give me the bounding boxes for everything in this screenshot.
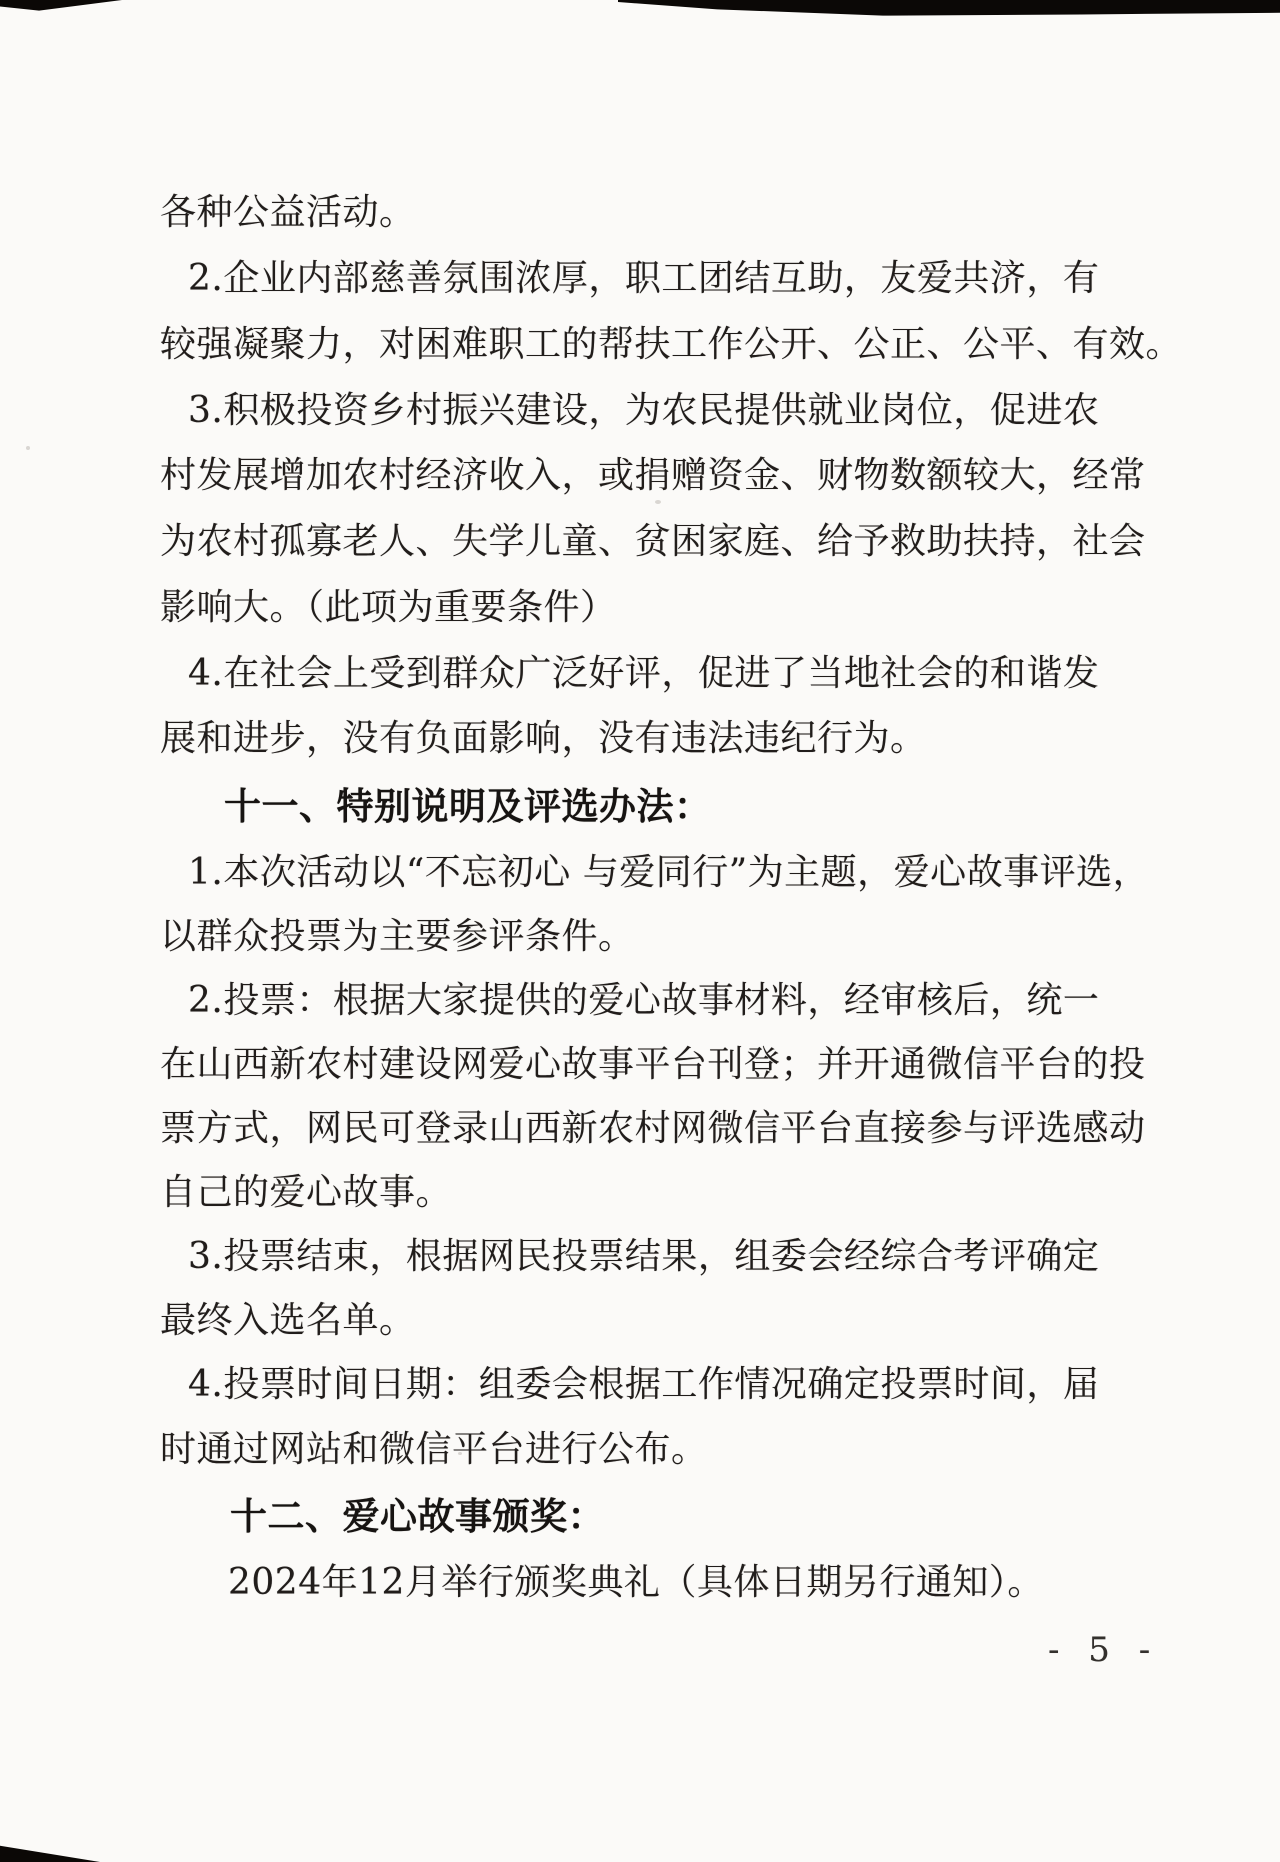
text-line: 影响大。（此项为重要条件） <box>160 587 617 628</box>
page-number: - 5 - <box>1048 1630 1160 1670</box>
text-line: 自己的爱心故事。 <box>160 1172 453 1213</box>
text-line: 2.投票：根据大家提供的爱心故事材料，经审核后，统一 <box>188 980 1100 1021</box>
scan-speckle <box>26 446 30 450</box>
text-line: 为农村孤寡老人、失学儿童、贫困家庭、给予救助扶持，社会 <box>160 521 1146 562</box>
text-line: 1.本次活动以“不忘初心 与爱同行”为主题，爱心故事评选， <box>188 852 1150 893</box>
text-line: 各种公益活动。 <box>160 192 416 233</box>
scan-edge-bottom-left <box>0 1844 100 1862</box>
text-line: 在山西新农村建设网爱心故事平台刊登；并开通微信平台的投 <box>160 1044 1146 1085</box>
text-line: 最终入选名单。 <box>160 1300 416 1341</box>
text-line: 展和进步，没有负面影响，没有违法违纪行为。 <box>160 718 927 759</box>
text-line: 4.投票时间日期：组委会根据工作情况确定投票时间，届 <box>188 1364 1100 1405</box>
section-heading-12: 十二、爱心故事颁奖： <box>230 1495 605 1538</box>
text-line: 3.积极投资乡村振兴建设，为农民提供就业岗位，促进农 <box>188 390 1100 431</box>
text-line: 4.在社会上受到群众广泛好评，促进了当地社会的和谐发 <box>188 653 1100 694</box>
text-line: 2.企业内部慈善氛围浓厚，职工团结互助，友爱共济，有 <box>188 258 1100 299</box>
text-line: 票方式，网民可登录山西新农村网微信平台直接参与评选感动 <box>160 1108 1146 1149</box>
text-line: 较强凝聚力，对困难职工的帮扶工作公开、公正、公平、有效。 <box>160 324 1183 365</box>
scan-edge-top-right <box>618 0 1280 17</box>
text-line: 2024年12月举行颁奖典礼（具体日期另行通知）。 <box>228 1562 1044 1603</box>
scan-speckle <box>655 500 661 504</box>
text-line: 3.投票结束，根据网民投票结果，组委会经综合考评确定 <box>188 1236 1100 1277</box>
text-line: 村发展增加农村经济收入，或捐赠资金、财物数额较大，经常 <box>160 455 1146 496</box>
section-heading-11: 十一、特别说明及评选办法： <box>224 785 712 828</box>
scan-edge-top-left <box>0 0 122 13</box>
text-line: 时通过网站和微信平台进行公布。 <box>160 1429 708 1470</box>
text-line: 以群众投票为主要参评条件。 <box>160 916 635 957</box>
